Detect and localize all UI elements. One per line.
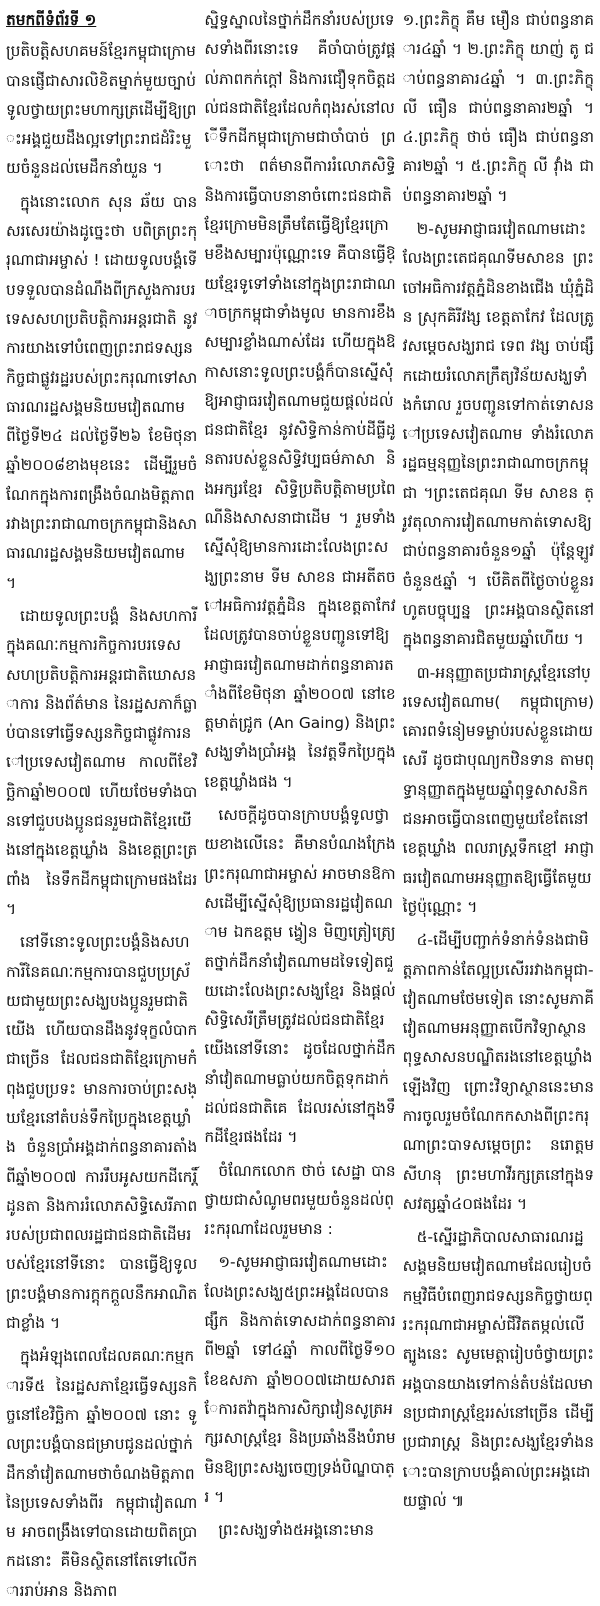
article-column-3 (402, 6, 594, 1510)
paragraph: ១-សូមអាជ្ញាធរវៀតណាមដោះលែងព្រះសង្ឃ៥ព្រះអង្គដែលបានផ្សឹក និងកាត់ទោសដាក់ពន្ធនាគារពី២ឆ្នាំ ទៅ៤ឆ្នាំ កាលពីថ្ងៃទី១០ ខែឧសភា ឆ្នាំ២០០៧ដោយសារតែការតវ៉ាក្នុងការសិក្សាវៀនសូត្រអក្សរសាស្ត្រខ្មែរ និងប្រឆាំងនឹងបំរាមមិនឱ្យព្រះសង្ឃចេញទ្រង់បិណ្ឌបាត្រ ។ (204, 1253, 396, 1506)
paragraph: ប្រតិបត្តិសហគមន៍ខ្មែរកម្ពុជាក្រោម បានផ្ញើជាសារលិខិតម្នាក់មួយច្បាប់ ទូលថ្វាយព្រះមហាក្សត្រដើម្បីឱ្យព្រះអង្គជួយដឹងល្អទៅព្រះរាជដំរិះមួយចំនួនដល់មេដឹកនាំយួន ។ (6, 42, 197, 178)
paragraph: ស្និទ្ធស្នាលនៃថ្នាក់ដឹកនាំរបស់ប្រទេសទាំងពីរនោះទេ គឺចាំបាច់ត្រូវផ្តល់ភាពកក់ក្តៅ និងការជឿទុកចិត្តដល់ជនជាតិខ្មែរដែលកំពុងរស់នៅលើទឹកដីកម្ពុជាក្រោមជាចាំបាច់ ព្រោះថា ពត៌មានពីការរំលោភសិទ្ធិ និងការធ្វើបាបនានាចំពោះជនជាតិខ្មែរក្រោមមិនត្រឹមតែធ្វើឱ្យខ្មែរក្រោមខឹងសម្បារប៉ុណ្ណោះទេ គឺបានធ្វើឱ្យខ្មែរទូទៅទាំងនៅក្នុងព្រះរាជាណាចក្រកម្ពុជាទាំងមូល មានការខឹងសម្បារខ្លាំងណាស់ដែរ ហើយក្នុងឱកាសនោះទូលព្រះបង្គំក៏បានស្នើសុំឱ្យអាជ្ញាធរវៀតណាមជួយផ្តល់ដល់ជនជាតិខ្មែរ នូវសិទ្ធិកាន់កាប់ដីធ្លីដូនតារបស់ខ្លួនសិទ្ធិវប្បធម៌ភាសា និងអក្សរខ្មែរ សិទ្ធិប្រតិបត្តិតាមប្រពៃណីនិងសាសនាជាដើម ។ រួមទាំងស្នើសុំឱ្យមានការដោះលែងព្រះសង្ឃព្រះនាម ទីម សាខន ជាអតីតចៅអធិការវត្តភ្នំដិន ក្នុងខេត្តតាកែវ ដែលត្រូវបានចាប់ខ្លួនបញ្ជូនទៅឱ្យអាជ្ញាធរវៀតណាមដាក់ពន្ធនាគារតាំងពីខែមិថុនា ឆ្នាំ២០០៧ នៅខេត្តមាត់ជ្រូក (An Gaing) និងព្រះសង្ឃទាំងប្រាំអង្គ នៃវត្តទឹកប្រៃក្នុងខេត្តឃ្លាំងផង ។ (204, 11, 396, 791)
paragraph: នៅទីនោះទូលព្រះបង្គំនិងសហការីនៃគណៈកម្មការបានជួបប្រស្រ័យជាមួយព្រះសង្ឃបងប្អូនរួមជាតិយើង ហើយបានដឹងនូវទុក្ខលំបាកជាច្រើន ដែលជនជាតិខ្មែរក្រោមកំពុងជួបប្រទះ មានការចាប់ព្រះសង្ឃខ្មែរនៅតំបន់ទឹកប្រៃក្នុងខេត្តឃ្លាំង ចំនួនប្រាំអង្គដាក់ពន្ធនាគារតាំងពីឆ្នាំ២០០៧ ការរឹបអូសយកដីកេរ្តិ៍ដូនតា និងការរំលោភសិទ្ធិសេរីភាពរបស់ប្រជាពលរដ្ឋជាជនជាតិដើមរបស់ខ្មែរនៅទីនោះ បានធ្វើឱ្យទូលព្រះបង្គំមានការក្តុកក្តួលនឹកអាណិតជាខ្លាំង ។ (6, 933, 198, 1333)
paragraph: ១.ព្រះភិក្ខុ គឹម មឿន ជាប់ពន្ធនាគារ៤ឆ្នាំ ។ ២.ព្រះភិក្ខុ យាញ់ តូ ជាប់ពន្ធនាគារ៤ឆ្នាំ ។ ៣.ព្រះភិក្ខុ លី ធឿន ជាប់ពន្ធនាគារ២ឆ្នាំ ។ ៤.ព្រះភិក្ខុ ថាច់ ធឿង ជាប់ពន្ធនាគារ២ឆ្នាំ ។ ៥.ព្រះភិក្ខុ លី វ៉ាំង ជាប់ពន្ធនាគារ២ឆ្នាំ ។ (402, 11, 594, 205)
paragraph: ក្នុងនោះលោក សុន ឆ័យ បានសរសេរយ៉ាងដូច្នេះថា បពិត្រព្រះកុរុណាជាអម្ចាស់ ! ដោយទូលបង្គំទើបទទួលបានដំណឹងពីក្រសួងការបរទេសសហប្រតិបត្តិការអន្តរជាតិ នូវការយាងទៅបំពេញព្រះរាជទស្សនកិច្ចជាផ្លូវរដ្ឋរបស់ព្រះករុណាទៅសាធារណរដ្ឋសង្គមនិយមវៀតណាម ពីថ្ងៃទី២៤ ដល់ថ្ងៃទី២៦ ខែមិថុនាឆ្នាំ២០០៨ខាងមុខនេះ ដើម្បីរួមចំណែកក្នុងការពង្រឹងចំណងមិត្តភាពរវាងព្រះរាជាណាចក្រកម្ពុជានិងសាធារណរដ្ឋសង្គមនិយមវៀតណាម ។ (6, 192, 198, 592)
paragraph: ក្នុងអំឡុងពេលដែលគណៈកម្មការទី៥ នៃរដ្ឋសភាខ្មែរធ្វើទស្សនកិច្ចនៅខែវិច្ឆិកា ឆ្នាំ២០០៧ នោះ ទូលព្រះបង្គំបានជម្រាបជូនដល់ថ្នាក់ដឹកនាំវៀតណាមថាចំណងមិត្តភាពនៃប្រទេសទាំងពីរ កម្ពុជាវៀតណាម អាចពង្រឹងទៅបានដោយពិតប្រាកដនោះ គឺមិនស្ថិតនៅតែទៅលើការរាប់អាន និងភាព (6, 1347, 198, 1600)
article-column-2 (204, 6, 396, 1540)
continued-from-heading: តមកពីទំព័រទី ១ (6, 11, 97, 29)
paragraph: សេចក្តីដូចបានក្រាបបង្គំទូលថ្វាយខាងលើនេះ គឺមានបំណងក្រែង ព្រះករុណាជាអម្ចាស់ អាចមានឱកាសដើម្បីស្នើសុំឱ្យប្រធានរដ្ឋវៀតណាម ឯកឧត្តម ង្វៀន មិញត្រៀត្រ្យេតថ្នាក់ដឹកនាំវៀតណាមដទៃទៀតជួយដោះលែងព្រះសង្ឃខ្មែរ និងផ្តល់សិទ្ធិសេរីត្រឹមត្រូវដល់ជនជាតិខ្មែរយើងនៅទីនោះ ដូចដែលថ្នាក់ដឹកនាំវៀតណាមធ្លាប់យកចិត្តទុកដាក់ដល់ជនជាតិគេ ដែលរស់នៅក្នុងទឹកដីខ្មែរផងដែរ ។ (204, 806, 396, 1147)
paragraph: ២-សូមអាជ្ញាធរវៀតណាមដោះលែងព្រះតេជគុណទីមសាខន ព្រះចៅអធិការវត្តភ្នំដិនខាងជើង ឃុំភ្នំដិន ស្រុកគិរីវង្ស ខេត្តតាកែវ ដែលត្រូវសម្តេចសង្ឃរាជ ទេព វង្ស ចាប់ផ្សឹកដោយរំលោភក្រឹត្យវិន័យសង្ឃទាំងកំរោល រួចបញ្ជូនទៅកាត់ទោសនៅប្រទេសវៀតណាម ទាំងរំលោភរដ្ឋធម្មនុញ្ញនៃព្រះរាជាណាចក្រកម្ពុជា ។ព្រះតេជគុណ ទីម សាខន ត្រូវតុលាការវៀតណាមកាត់ទោសឱ្យជាប់ពន្ធនាគារចំនួន១ឆ្នាំ ប៉ុន្តែឡូវចំនួន៥ឆ្នាំ ។ បើគិតពីថ្ងៃចាប់ខ្លួនរហូតបច្ចុប្បន្ន ព្រះអង្គបានស្ថិតនៅក្នុងពន្ធនាគារជិតមួយឆ្នាំហើយ ។ (402, 220, 594, 649)
paragraph: ៥-ស្នើរដ្ឋាភិបាលសាធារណរដ្ឋសង្គមនិយមវៀតណាមដែលរៀបចំកម្មវិធីបំពេញរាជទស្សនកិច្ចថ្វាយព្រះករុណាជាអម្ចាស់ជីវិតតម្កល់លើត្បូងនេះ សូមមេត្តារៀបចំថ្វាយព្រះអង្គបានយាងទៅកាន់តំបន់ដែលមានប្រជារាស្ត្រខ្មែររស់នៅច្រើន ដើម្បីប្រជារាស្ត្រ និងព្រះសង្ឃខ្មែរទាំងនោះបានក្រាបបង្គំគាល់ព្រះអង្គដោយផ្ទាល់ ៕ (402, 1228, 594, 1510)
paragraph: ៣-អនុញ្ញាតប្រជារាស្ត្រខ្មែរនៅប្រទេសវៀតណាម( កម្ពុជាក្រោម) គោរពទំនៀមទម្លាប់របស់ខ្លួនដោយសេរី ដូចជាបុណ្យកឋិនទាន តាមពុទ្ធានុញ្ញាតក្នុងមួយឆ្នាំពុទ្ធសាសនិកជនអាចធ្វើបានពេញមួយខែតែនៅខេត្តឃ្លាំង ពលរាស្ត្រទឹកខ្មៅ អាជ្ញាធរវៀតណាមអនុញ្ញាតឱ្យធ្វើតែមួយថ្ងៃប៉ុណ្ណោះ ។ (402, 663, 594, 916)
article-column-1 (6, 6, 198, 1600)
paragraph: ៤-ដើម្បីបញ្ជាក់ទំនាក់ទំនងជាមិត្តភាពកាន់តែល្អប្រសើររវាងកម្ពុជា-វៀតណាមថែមទៀត នោះសូមភាគីវៀតណាមអនុញ្ញាតបើកវិទ្យាស្ថានពុទ្ធសាសនបណ្ឌិតរងនៅខេត្តឃ្លាំងឡើងវិញ ព្រោះវិទ្យាស្ថាននេះមានការចូលរួមចំណែកកសាងពីព្រះករុណាព្រះបាទសម្តេចព្រះ នរោត្តម សីហនុ ព្រះមហាវីរក្សត្រនៅក្នុងទសវត្សឆ្នាំ៤០ផងដែរ ។ (402, 931, 594, 1213)
paragraph: ចំណែកលោក ថាច់ សេដ្ឋា បានថ្វាយជាសំណូមពរមួយចំនួនដល់ព្រះករុណាដែលរួមមាន : (204, 1161, 396, 1239)
paragraph: ព្រះសង្ឃទាំង៥អង្គនោះមាន (218, 1521, 375, 1540)
paragraph: ដោយទូលព្រះបង្គំ និងសហការីក្នុងគណៈកម្មការកិច្ចការបរទេស សហប្រតិបត្តិការអន្តរជាតិឃោសនាការ និងព័ត៌មាន នៃរដ្ឋសភាក៏ធ្លាប់បានទៅធ្វើទស្សនកិច្ចជាផ្លូវការនៅប្រទេសវៀតណាម កាលពីខែវិច្ឆិកាឆ្នាំ២០០៧ ហើយថែមទាំងបានទៅជួបបងប្អូនជនរួមជាតិខ្មែរយើងនៅក្នុងខេត្តឃ្លាំង និងខេត្តព្រះត្រពាំង នៃទឹកដីកម្ពុជាក្រោមផងដែរ ។ (6, 606, 198, 918)
